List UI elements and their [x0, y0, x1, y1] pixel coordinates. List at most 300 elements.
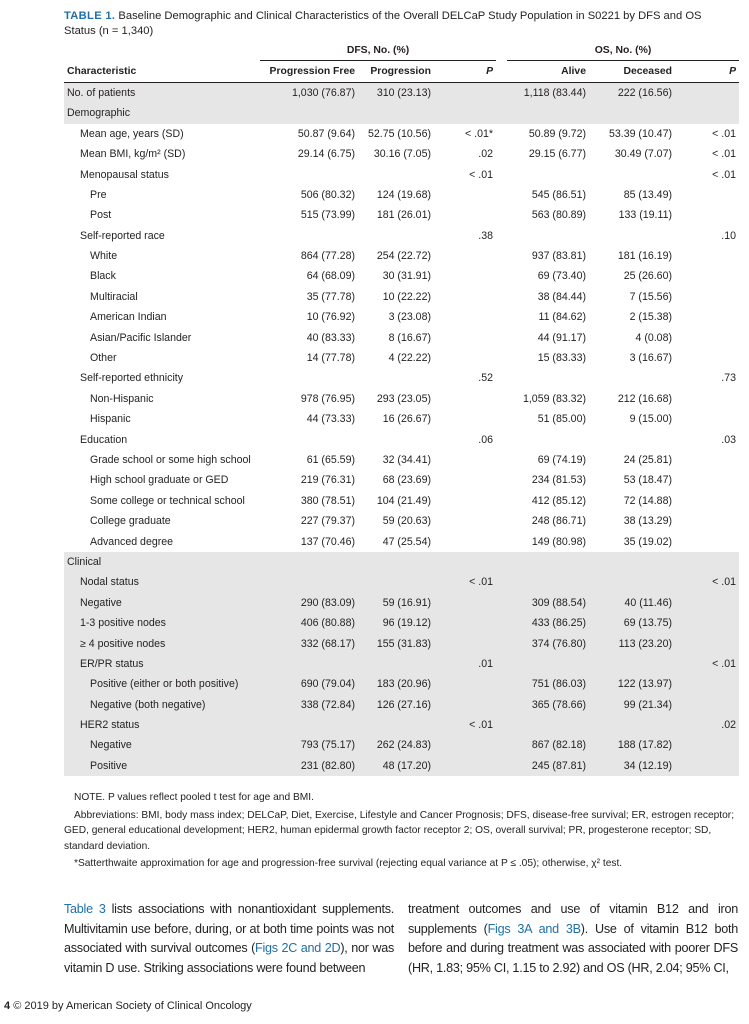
- column-gap: [496, 695, 507, 715]
- table-row: [64, 164, 739, 184]
- value-cell: [589, 429, 675, 449]
- value-cell: 1,118 (83.44): [507, 82, 589, 103]
- value-cell: [260, 226, 358, 246]
- value-cell: 30.49 (7.07): [614, 148, 672, 161]
- group-header-os: OS, No. (%): [507, 40, 739, 61]
- value-cell: 50.89 (9.72): [528, 127, 586, 140]
- table-row: [64, 103, 739, 123]
- p-value-cell: [434, 266, 496, 286]
- value-cell: 29.14 (6.75): [297, 148, 355, 161]
- table-row: [64, 572, 739, 592]
- value-cell: 245 (87.81): [507, 756, 589, 776]
- p-value-cell: [434, 552, 496, 572]
- table-row: [64, 695, 739, 715]
- p-value-cell: [675, 103, 739, 123]
- value-cell: 133 (19.11): [618, 209, 672, 222]
- value-cell: 937 (83.81): [531, 250, 586, 263]
- value-cell: 96 (19.12): [358, 613, 434, 633]
- column-gap: [496, 654, 507, 674]
- value-cell: 34 (12.19): [589, 756, 675, 776]
- table-1: [64, 40, 739, 776]
- column-gap: [496, 144, 507, 164]
- value-cell: 219 (76.31): [300, 474, 355, 487]
- p-value-cell: [434, 103, 496, 123]
- p-value-cell: [434, 389, 496, 409]
- table-row: [64, 735, 739, 755]
- value-cell: [260, 552, 358, 572]
- value-cell: [358, 429, 434, 449]
- value-cell: 293 (23.05): [376, 392, 431, 405]
- table-notes: [64, 790, 736, 874]
- value-cell: 248 (86.71): [531, 515, 586, 528]
- column-gap: [496, 287, 507, 307]
- p-value-cell: [434, 593, 496, 613]
- value-cell: 40 (83.33): [306, 331, 355, 344]
- column-gap: [496, 266, 507, 286]
- col-header-deceased: Deceased: [589, 61, 675, 82]
- p-value-cell: [434, 185, 496, 205]
- p-value-cell: [434, 735, 496, 755]
- col-header-progression: Progression: [358, 61, 434, 82]
- value-cell: 72 (14.88): [623, 494, 672, 507]
- value-cell: 864 (77.28): [300, 250, 355, 263]
- value-cell: 122 (13.97): [589, 674, 675, 694]
- value-cell: 751 (86.03): [507, 674, 589, 694]
- column-gap: [496, 348, 507, 368]
- value-cell: 10 (22.22): [382, 290, 431, 303]
- value-cell: 231 (82.80): [260, 756, 358, 776]
- value-cell: 59 (16.91): [358, 593, 434, 613]
- value-cell: 1,030 (76.87): [260, 82, 358, 103]
- p-value-cell: [675, 307, 739, 327]
- value-cell: 35 (77.78): [306, 290, 355, 303]
- column-gap: [496, 82, 507, 103]
- row-label: Asian/Pacific Islander: [90, 331, 192, 344]
- table-row: [64, 185, 739, 205]
- column-gap: [496, 572, 507, 592]
- value-cell: 85 (13.49): [623, 188, 672, 201]
- value-cell: [507, 715, 589, 735]
- value-cell: 52.75 (10.56): [367, 127, 431, 140]
- row-label: Hispanic: [90, 413, 131, 426]
- p-value-cell: [434, 695, 496, 715]
- p-value-cell: [434, 511, 496, 531]
- p-value-cell: .06: [478, 433, 493, 446]
- p-value-cell: [675, 552, 739, 572]
- value-cell: 181 (16.19): [617, 250, 672, 263]
- row-label: Nodal status: [64, 572, 260, 592]
- p-value-cell: [675, 674, 739, 694]
- p-value-cell: [434, 327, 496, 347]
- p-value-cell: < .01: [675, 654, 739, 674]
- value-cell: 290 (83.09): [260, 593, 358, 613]
- figs-3a-3b-link[interactable]: Figs 3A and 3B: [487, 921, 581, 936]
- column-gap: [496, 470, 507, 490]
- column-gap: [496, 552, 507, 572]
- value-cell: 53.39 (10.47): [608, 127, 672, 140]
- value-cell: 53 (18.47): [623, 474, 672, 487]
- table-row: [64, 205, 739, 225]
- table-row: [64, 613, 739, 633]
- p-value-cell: [675, 389, 739, 409]
- table-row: [64, 633, 739, 653]
- table-row: [64, 715, 739, 735]
- column-gap: [496, 756, 507, 776]
- column-gap: [496, 226, 507, 246]
- value-cell: 412 (85.12): [531, 494, 586, 507]
- p-value-cell: [675, 185, 739, 205]
- p-value-cell: .10: [721, 229, 736, 242]
- value-cell: 40 (11.46): [589, 593, 675, 613]
- p-value-cell: .38: [478, 229, 493, 242]
- row-label: Advanced degree: [90, 535, 174, 548]
- table-row: [64, 389, 739, 409]
- value-cell: 11 (84.62): [538, 311, 586, 324]
- value-cell: 3 (16.67): [629, 352, 672, 365]
- value-cell: [507, 552, 589, 572]
- p-value-cell: [434, 450, 496, 470]
- p-value-cell: [675, 695, 739, 715]
- column-gap: [496, 511, 507, 531]
- value-cell: 227 (79.37): [300, 515, 355, 528]
- row-label: 1-3 positive nodes: [64, 613, 260, 633]
- column-gap: [496, 124, 507, 144]
- value-cell: 38 (13.29): [623, 515, 672, 528]
- value-cell: [589, 552, 675, 572]
- p-value-cell: [675, 246, 739, 266]
- table-row: [64, 552, 739, 572]
- p-value-cell: < .01: [434, 572, 496, 592]
- value-cell: 69 (74.19): [537, 454, 586, 466]
- p-value-cell: .02: [478, 148, 493, 161]
- table-row: [64, 124, 739, 144]
- value-cell: [589, 715, 675, 735]
- value-cell: 104 (21.49): [376, 494, 431, 507]
- column-gap: [496, 735, 507, 755]
- table-row: [64, 226, 739, 246]
- row-label: Pre: [90, 188, 107, 201]
- column-gap: [496, 307, 507, 327]
- table-row: [64, 756, 739, 776]
- value-cell: 30.16 (7.05): [373, 148, 431, 161]
- value-cell: 212 (16.68): [617, 392, 672, 405]
- value-cell: 433 (86.25): [507, 613, 589, 633]
- p-value-cell: < .01: [434, 715, 496, 735]
- table-row: [64, 327, 739, 347]
- copyright-text: © 2019 by American Society of Clinical Oncology: [13, 1000, 252, 1012]
- value-cell: [358, 654, 434, 674]
- value-cell: 380 (78.51): [300, 494, 355, 507]
- column-gap: [496, 531, 507, 551]
- p-value-cell: < .01: [712, 127, 736, 140]
- value-cell: 545 (86.51): [531, 188, 586, 201]
- table-row: [64, 429, 739, 449]
- value-cell: 124 (19.68): [376, 188, 431, 201]
- value-cell: 188 (17.82): [589, 735, 675, 755]
- body-text-right: treatment outcomes and use of vitamin B12 and iron supplements (Figs 3A and 3B). Use of vitamin B12 both before and during treatment was associated with poorer DFS (HR, 1.83; 95% CI, 1.15 to 2.92) and OS (HR, 2.04; 95% CI,: [408, 902, 738, 975]
- p-value-cell: [434, 613, 496, 633]
- row-label: Mean BMI, kg/m² (SD): [80, 148, 186, 161]
- column-gap: [496, 674, 507, 694]
- table-row: [64, 287, 739, 307]
- note-line: NOTE. P values reflect pooled t test for age and BMI.: [74, 792, 314, 803]
- value-cell: 365 (78.66): [507, 695, 589, 715]
- value-cell: [589, 164, 675, 184]
- row-label: Other: [90, 352, 117, 365]
- value-cell: [358, 103, 434, 123]
- p-value-cell: .73: [721, 372, 736, 385]
- value-cell: 30 (31.91): [382, 270, 431, 283]
- p-value-cell: [434, 409, 496, 429]
- row-label: Post: [90, 209, 112, 222]
- col-header-progression-free: Progression Free: [260, 61, 358, 82]
- value-cell: 14 (77.78): [306, 352, 355, 365]
- value-cell: 310 (23.13): [358, 82, 434, 103]
- row-label: Demographic: [64, 103, 260, 123]
- value-cell: [260, 164, 358, 184]
- value-cell: 563 (80.89): [531, 209, 586, 222]
- row-label: American Indian: [90, 311, 167, 324]
- value-cell: [358, 226, 434, 246]
- column-gap: [496, 103, 507, 123]
- page-number: 4: [4, 1000, 11, 1012]
- value-cell: 64 (68.09): [306, 270, 355, 283]
- col-header-alive: Alive: [507, 61, 589, 82]
- value-cell: [589, 654, 675, 674]
- value-cell: 222 (16.56): [589, 82, 675, 103]
- p-value-cell: [675, 287, 739, 307]
- p-value-cell: [434, 491, 496, 511]
- value-cell: 68 (23.69): [382, 474, 431, 487]
- value-cell: [358, 368, 434, 388]
- value-cell: 234 (81.53): [531, 474, 586, 487]
- value-cell: 16 (26.67): [382, 413, 431, 426]
- p-value-cell: [434, 205, 496, 225]
- value-cell: 181 (26.01): [376, 209, 431, 222]
- value-cell: 254 (22.72): [376, 250, 431, 263]
- value-cell: 867 (82.18): [507, 735, 589, 755]
- row-label: White: [90, 250, 118, 263]
- value-cell: 978 (76.95): [300, 392, 355, 405]
- value-cell: 32 (34.41): [382, 454, 431, 466]
- value-cell: [589, 226, 675, 246]
- table-row: [64, 470, 739, 490]
- p-value-cell: [434, 82, 496, 103]
- p-value-cell: [434, 674, 496, 694]
- value-cell: [358, 552, 434, 572]
- row-label: ER/PR status: [64, 654, 260, 674]
- column-gap: [496, 389, 507, 409]
- p-value-cell: [675, 613, 739, 633]
- p-value-cell: [675, 348, 739, 368]
- value-cell: 374 (76.80): [507, 633, 589, 653]
- row-label: Non-Hispanic: [90, 392, 154, 405]
- column-gap: [496, 205, 507, 225]
- table-row: [64, 409, 739, 429]
- table-row: [64, 491, 739, 511]
- column-gap: [496, 368, 507, 388]
- value-cell: [507, 226, 589, 246]
- value-cell: 47 (25.54): [382, 535, 431, 548]
- table-title: Baseline Demographic and Clinical Characteristics of the Overall DELCaP Study Population in S0221 by DFS and OS Status (n = 1,340): [64, 10, 702, 37]
- value-cell: [358, 715, 434, 735]
- table-row: [64, 511, 739, 531]
- column-gap: [496, 409, 507, 429]
- p-value-cell: [675, 82, 739, 103]
- row-label: College graduate: [90, 515, 171, 528]
- p-value-cell: [675, 633, 739, 653]
- value-cell: 149 (80.98): [531, 535, 586, 548]
- value-cell: 44 (73.33): [306, 413, 355, 426]
- value-cell: 50.87 (9.64): [297, 127, 355, 140]
- table-row: [64, 144, 739, 164]
- value-cell: [507, 164, 589, 184]
- value-cell: 61 (65.59): [306, 454, 355, 466]
- column-gap: [496, 450, 507, 470]
- value-cell: 506 (80.32): [300, 188, 355, 201]
- value-cell: 2 (15.38): [629, 311, 672, 324]
- value-cell: [260, 368, 358, 388]
- value-cell: 8 (16.67): [388, 331, 431, 344]
- value-cell: 59 (20.63): [382, 515, 431, 528]
- table-row: [64, 348, 739, 368]
- column-gap: [496, 164, 507, 184]
- p-value-cell: .02: [675, 715, 739, 735]
- value-cell: 48 (17.20): [358, 756, 434, 776]
- p-value-cell: [675, 266, 739, 286]
- page-footer: [4, 1000, 252, 1012]
- value-cell: 44 (91.17): [537, 331, 586, 344]
- p-value-cell: .03: [721, 433, 736, 446]
- value-cell: 9 (15.00): [629, 413, 672, 426]
- table-row: [64, 266, 739, 286]
- value-cell: 137 (70.46): [300, 535, 355, 548]
- p-value-cell: [675, 593, 739, 613]
- value-cell: [260, 572, 358, 592]
- column-gap: [496, 491, 507, 511]
- row-label: Negative: [64, 735, 260, 755]
- row-label: Black: [90, 270, 116, 283]
- value-cell: 406 (80.88): [260, 613, 358, 633]
- p-value-cell: .01: [434, 654, 496, 674]
- p-value-cell: [434, 307, 496, 327]
- column-gap: [496, 715, 507, 735]
- p-value-cell: < .01: [469, 168, 493, 181]
- value-cell: 338 (72.84): [260, 695, 358, 715]
- value-cell: 25 (26.60): [623, 270, 672, 283]
- figs-2c-2d-link[interactable]: Figs 2C and 2D: [255, 941, 341, 956]
- row-label: Menopausal status: [80, 168, 169, 181]
- p-value-cell: < .01: [712, 168, 736, 181]
- p-value-cell: [675, 531, 739, 551]
- p-value-cell: [675, 491, 739, 511]
- body-text-left: Table 3 lists associations with nonantioxidant supplements. Multivitamin use before, during, or at both time points was not associated with survival outcomes (Figs 2C and 2D), nor was vitamin D use. Striking associations were found between: [64, 902, 395, 975]
- column-gap: [496, 613, 507, 633]
- value-cell: [589, 103, 675, 123]
- row-label: Positive (either or both positive): [64, 674, 260, 694]
- value-cell: 515 (73.99): [300, 209, 355, 222]
- row-label: Self-reported ethnicity: [80, 372, 184, 385]
- value-cell: 126 (27.16): [358, 695, 434, 715]
- table-row: [64, 593, 739, 613]
- value-cell: 15 (83.33): [537, 352, 586, 365]
- row-label: Negative: [64, 593, 260, 613]
- row-label: Negative (both negative): [64, 695, 260, 715]
- row-label: Multiracial: [90, 290, 138, 303]
- column-gap: [496, 593, 507, 613]
- value-cell: [589, 572, 675, 592]
- table-label: TABLE 1.: [64, 10, 116, 22]
- table-row: [64, 246, 739, 266]
- p-value-cell: < .01*: [465, 127, 493, 140]
- column-gap: [496, 327, 507, 347]
- value-cell: 113 (23.20): [589, 633, 675, 653]
- value-cell: [260, 715, 358, 735]
- p-value-cell: < .01: [675, 572, 739, 592]
- value-cell: 7 (15.56): [629, 290, 672, 303]
- column-gap: [496, 633, 507, 653]
- p-value-cell: [434, 348, 496, 368]
- table-caption: [64, 9, 736, 39]
- footnote-line: *Satterthwaite approximation for age and progression-free survival (rejecting equal variance at P ≤ .05); otherwise, χ² test.: [74, 858, 623, 869]
- value-cell: 51 (85.00): [537, 413, 586, 426]
- value-cell: 793 (75.17): [260, 735, 358, 755]
- value-cell: 69 (13.75): [589, 613, 675, 633]
- table-row: [64, 82, 739, 103]
- table-row: [64, 531, 739, 551]
- value-cell: 24 (25.81): [623, 454, 672, 466]
- p-value-cell: [675, 511, 739, 531]
- value-cell: 309 (88.54): [507, 593, 589, 613]
- value-cell: [358, 164, 434, 184]
- row-label: Mean age, years (SD): [80, 127, 184, 140]
- table-3-link[interactable]: Table 3: [64, 902, 106, 916]
- value-cell: 3 (23.08): [388, 311, 431, 324]
- value-cell: [507, 572, 589, 592]
- value-cell: 262 (24.83): [358, 735, 434, 755]
- value-cell: 4 (22.22): [388, 352, 431, 365]
- p-value-cell: [675, 205, 739, 225]
- value-cell: 10 (76.92): [306, 311, 355, 324]
- value-cell: 69 (73.40): [537, 270, 586, 283]
- table-row: [64, 450, 739, 470]
- p-value-cell: < .01: [712, 148, 736, 161]
- p-value-cell: [434, 633, 496, 653]
- value-cell: [507, 429, 589, 449]
- value-cell: 35 (19.02): [623, 535, 672, 548]
- value-cell: [260, 429, 358, 449]
- p-value-cell: [675, 450, 739, 470]
- group-header-dfs: DFS, No. (%): [260, 40, 496, 61]
- value-cell: [507, 103, 589, 123]
- row-label: Self-reported race: [80, 229, 165, 242]
- value-cell: [507, 654, 589, 674]
- column-gap: [496, 429, 507, 449]
- row-label: Grade school or some high school: [90, 454, 251, 466]
- p-value-cell: [434, 287, 496, 307]
- row-label: Positive: [64, 756, 260, 776]
- row-label: High school graduate or GED: [90, 474, 229, 487]
- p-value-cell: [434, 246, 496, 266]
- column-gap: [496, 246, 507, 266]
- value-cell: [507, 368, 589, 388]
- value-cell: 155 (31.83): [358, 633, 434, 653]
- table-row: [64, 654, 739, 674]
- p-value-cell: [434, 531, 496, 551]
- table-row: [64, 368, 739, 388]
- value-cell: [260, 103, 358, 123]
- value-cell: [260, 654, 358, 674]
